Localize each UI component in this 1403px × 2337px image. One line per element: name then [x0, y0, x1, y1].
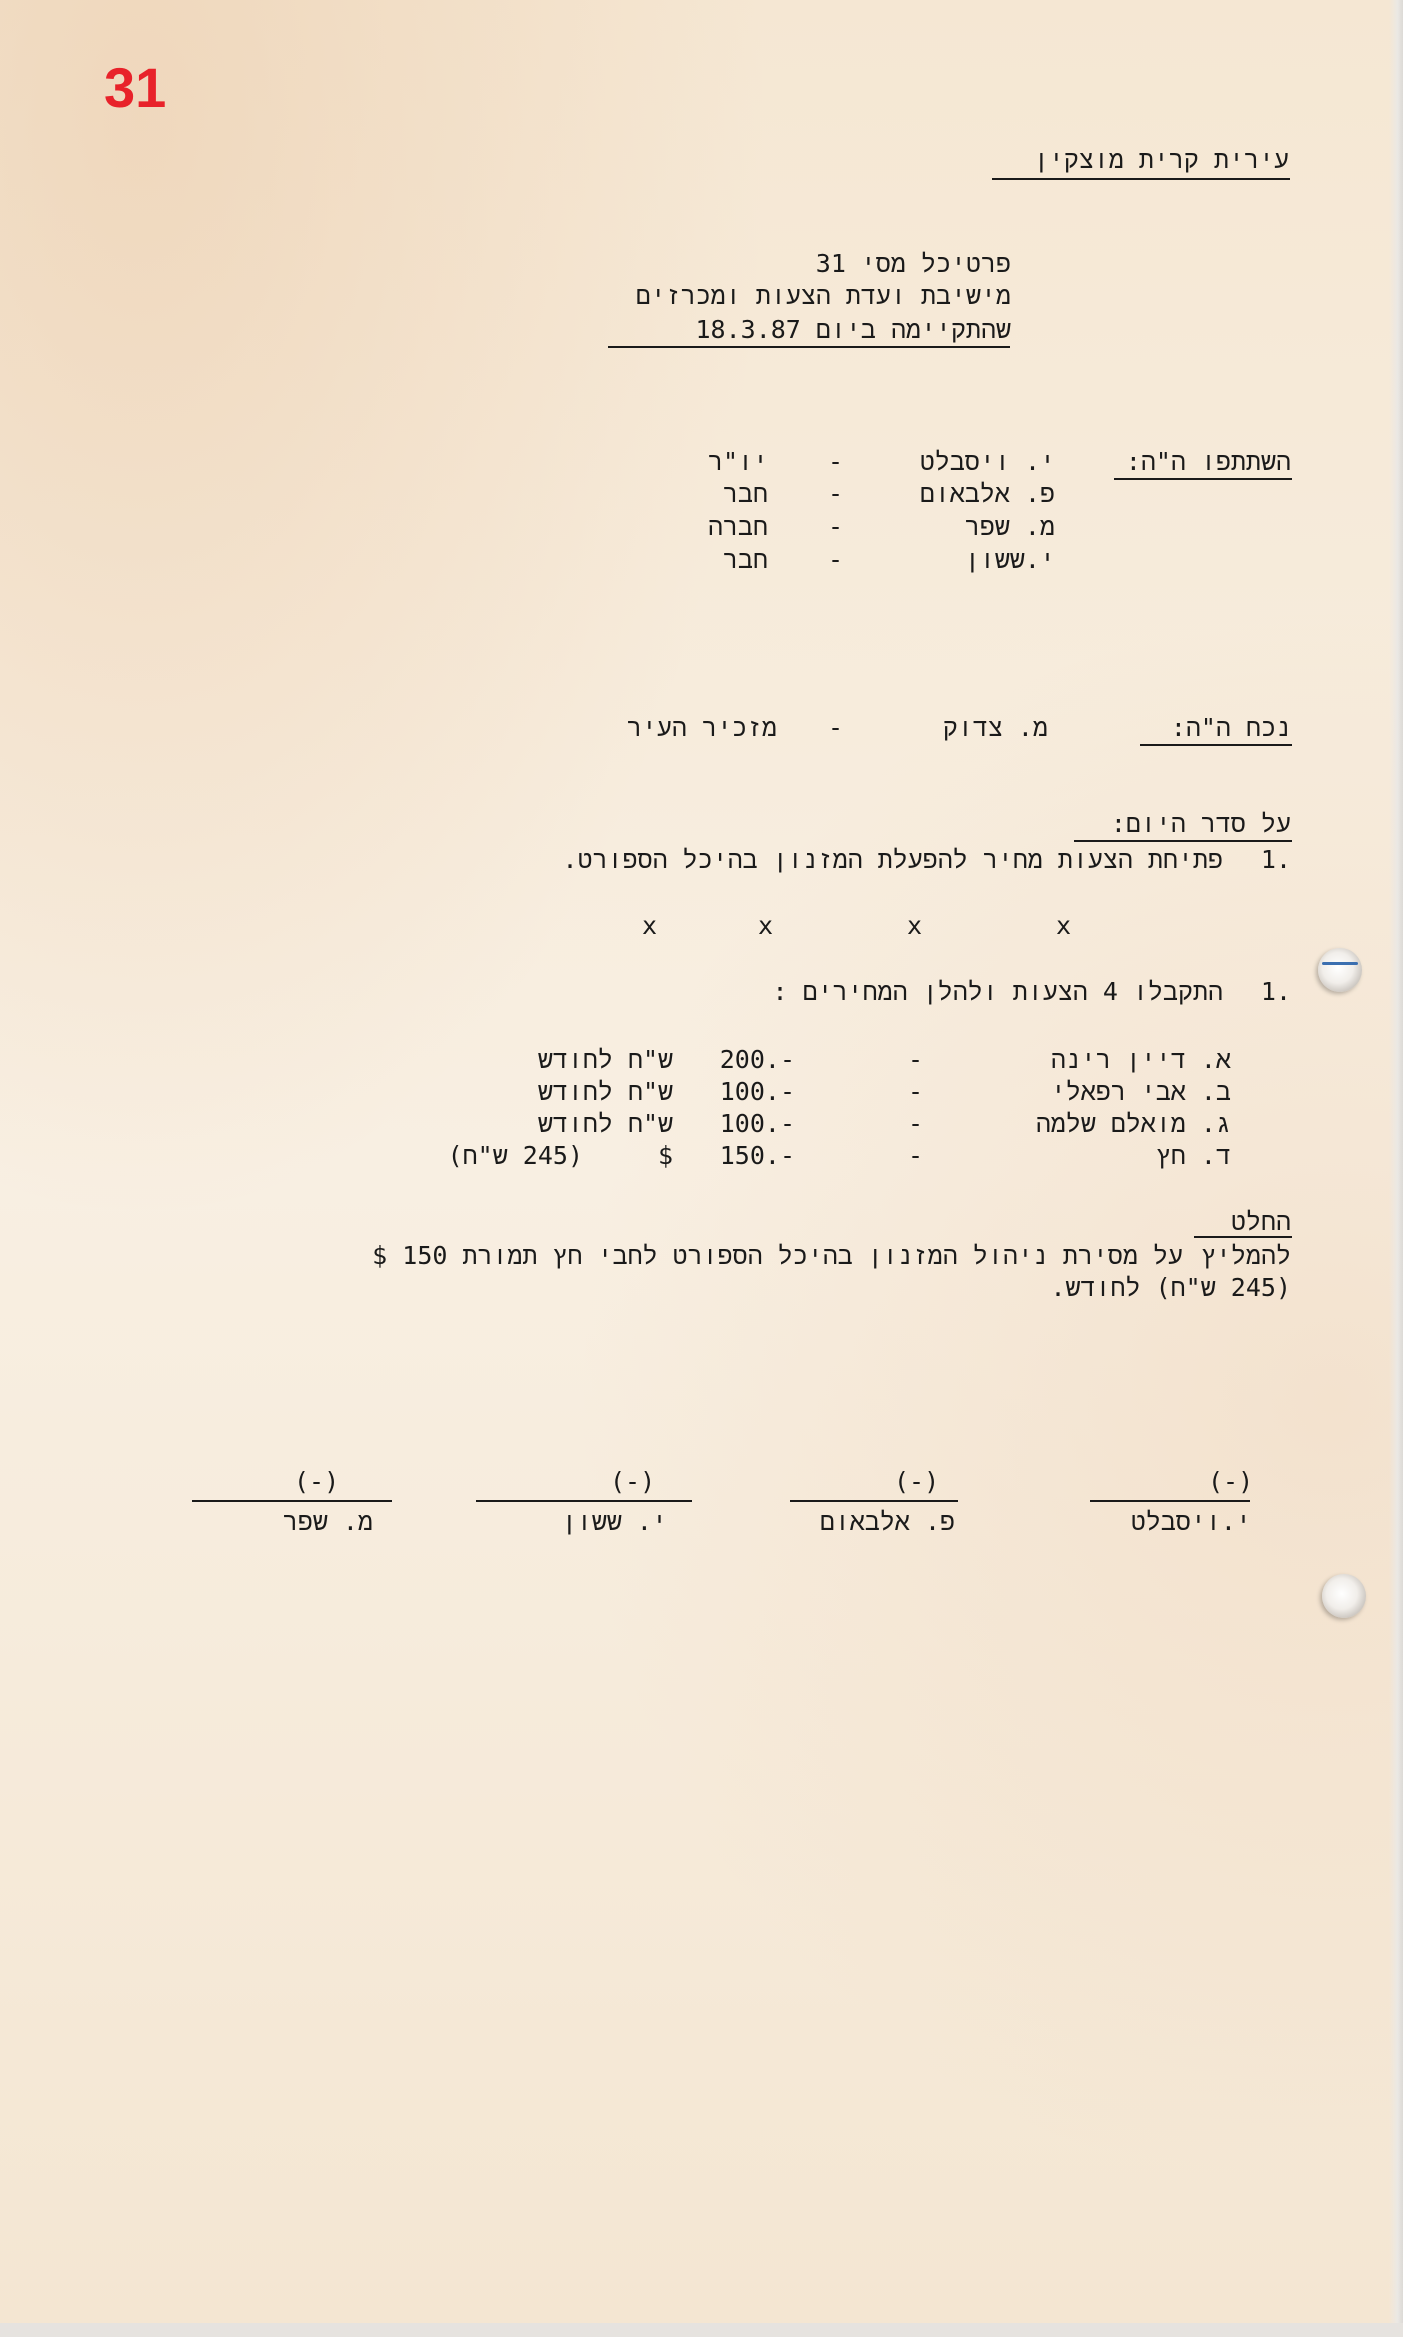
punch-hole: [1318, 948, 1362, 992]
offer-dash: -: [907, 1109, 923, 1138]
present-dash: -: [827, 713, 843, 742]
municipality-underline: [992, 178, 1290, 180]
offer-amount: 150.-: [719, 1141, 795, 1170]
decision-recommend-word: להמליץ: [1200, 1241, 1291, 1270]
participants-label: השתתפו ה"ה:: [1125, 447, 1291, 476]
participant-name: י. ויסבלט: [919, 447, 1055, 476]
offer-dash: -: [907, 1045, 923, 1074]
received-item-number: 1.: [1260, 977, 1291, 1006]
signature-line: [1090, 1500, 1250, 1502]
offer-unit: (245 ש"ח): [447, 1141, 583, 1170]
participant-name: פ. אלבאום: [919, 479, 1055, 508]
page-bottom-edge: [0, 2323, 1403, 2337]
participant-name: י.ששון: [964, 545, 1055, 574]
present-role: מזכיר העיר: [626, 713, 777, 742]
participant-dash: -: [827, 545, 843, 574]
protocol-subtitle: מישיבת ועדת הצעות ומכרזים: [635, 281, 1011, 310]
signature-line: [192, 1500, 392, 1502]
participant-role: חברה: [707, 512, 768, 541]
signature-mark: (-): [894, 1467, 940, 1496]
separator-mark: x: [642, 911, 658, 940]
offer-dash: -: [907, 1141, 923, 1170]
received-text: התקבלו 4 הצעות ולהלן המחירים :: [772, 977, 1223, 1006]
present-label-underline: [1140, 744, 1292, 746]
signature-name: י. ששון: [561, 1507, 667, 1536]
protocol-date: שהתקיימה ביום 18.3.87: [695, 315, 1011, 344]
signature-name: מ. שפר: [282, 1507, 373, 1536]
agenda-item-text: פתיחת הצעות מחיר להפעלת המזנון בהיכל הספורט.: [562, 845, 1223, 874]
participant-role: חבר: [722, 545, 768, 574]
present-label: נכח ה"ה:: [1170, 713, 1291, 742]
offer-amount: 100.-: [719, 1077, 795, 1106]
separator-mark: x: [1056, 911, 1072, 940]
punch-hole: [1322, 1574, 1366, 1618]
participant-dash: -: [827, 447, 843, 476]
participant-dash: -: [827, 512, 843, 541]
title-underline: [608, 346, 1010, 348]
participant-role: יו"ר: [707, 447, 768, 476]
offer-amount: 200.-: [719, 1045, 795, 1074]
agenda-item-number: 1.: [1260, 845, 1291, 874]
offer-bidder: ב. אבי רפאלי: [1050, 1077, 1231, 1106]
protocol-title: פרטיכל מסי 31: [815, 249, 1011, 278]
participant-dash: -: [827, 479, 843, 508]
separator-mark: x: [758, 911, 774, 940]
offer-unit: ש"ח לחודש: [537, 1109, 673, 1138]
offer-unit: ש"ח לחודש: [537, 1077, 673, 1106]
signature-name: פ. אלבאום: [819, 1507, 955, 1536]
municipality-name: עירית קרית מוצקין: [1033, 145, 1289, 174]
signature-name: י.ויסבלט: [1130, 1507, 1251, 1536]
signature-mark: (-): [610, 1467, 656, 1496]
offer-bidder: א. דיין רינה: [1050, 1045, 1231, 1074]
signature-mark: (-): [1208, 1467, 1254, 1496]
signature-line: [790, 1500, 958, 1502]
offer-bidder: ד. חץ: [1155, 1141, 1231, 1170]
agenda-label: על סדר היום:: [1110, 809, 1291, 838]
offer-bidder: ג. מואלם שלמה: [1035, 1109, 1231, 1138]
participant-role: חבר: [722, 479, 768, 508]
decision-label: החלט: [1230, 1207, 1291, 1236]
participant-name: מ. שפר: [964, 512, 1055, 541]
offer-amount: 100.-: [719, 1109, 795, 1138]
offer-dash: -: [907, 1077, 923, 1106]
page-number: 31: [104, 56, 167, 119]
offer-currency: $: [657, 1141, 673, 1170]
participants-label-underline: [1114, 478, 1292, 480]
offer-unit: ש"ח לחודש: [537, 1045, 673, 1074]
decision-text-line1: על מסירת ניהול המזנון בהיכל הספורט לחבי חץ תמורת 150 $: [372, 1241, 1183, 1270]
separator-mark: x: [907, 911, 923, 940]
decision-label-underline: [1194, 1236, 1292, 1238]
signature-line: [476, 1500, 692, 1502]
signature-mark: (-): [294, 1467, 340, 1496]
agenda-label-underline: [1074, 840, 1292, 842]
decision-text-line2: (245 ש"ח) לחודש.: [1050, 1273, 1291, 1302]
present-name: מ. צדוק: [942, 713, 1048, 742]
page-right-edge: [1389, 0, 1403, 2337]
